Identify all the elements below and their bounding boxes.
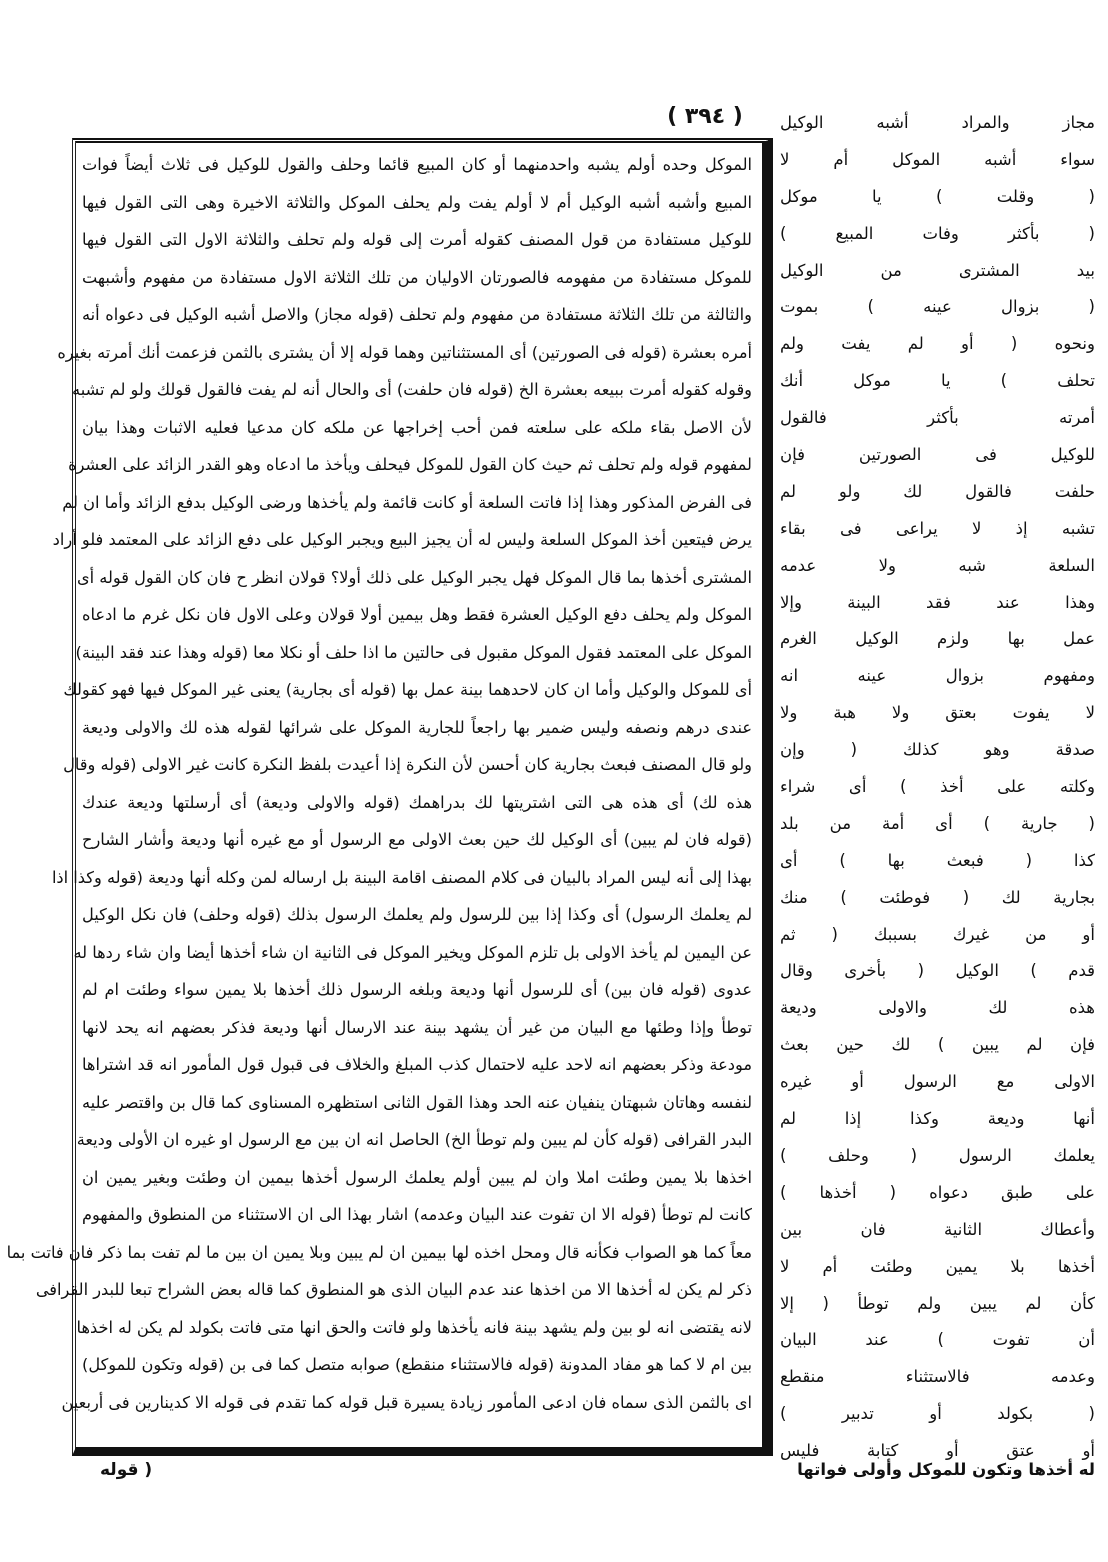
margin-line: قدم ) الوكيل ( بأخرى وقال (780, 961, 1095, 981)
commentary-text (6, 146, 752, 1421)
commentary-line: اخذها بلا يمين وطئت املا وان لم يبين أولم يعلمك الرسول أخذها بيمين ان وطئت وبغير يمين ان (82, 1167, 752, 1187)
margin-text (780, 105, 1095, 1470)
margin-line: ( جارية ) أى أمة من بلد (780, 813, 1095, 833)
commentary-line: لانه يقتضى انه لو بين ولم يشهد بينة فانه يأخذها ولو فاتت والحق انها متى فاتت بكولد لم يكن له اخذها (76, 1317, 752, 1337)
margin-line: تحلف ) يا موكل أنك (780, 371, 1095, 391)
commentary-line: ذكر لم يكن له أخذها الا من اخذها عند عدم البيان الذى هو المنطوق كما قاله بعض الشراح تبعا للبدر القرافى (35, 1280, 752, 1299)
commentary-line: لأن الاصل بقاء ملكه على سلعته فمن أحب إخراجها عن ملكه كان مدعيا فعليه الاثبات وهذا بيان (82, 417, 752, 437)
margin-line: أمرته بأكثر فالقول (780, 408, 1095, 428)
margin-line: فإن لم يبين ) لك حين بعث (780, 1035, 1095, 1055)
margin-line: للوكيل فى الصورتين فإن (780, 445, 1095, 465)
commentary-line: الموكل وحده أولم يشبه واحدمنهما أو كان المبيع قائما وحلف والقول للوكيل فى ثلاث أيضاً فوات (82, 155, 752, 174)
margin-line: يعلمك الرسول ( وحلف ) (780, 1145, 1095, 1165)
margin-line: أخذها بلا يمين وطئت أم لا (780, 1256, 1095, 1276)
commentary-line: اى بالثمن الذى سماه فان ادعى المأمور زيادة يسيرة قبل قوله كما تقدم فى قوله الا كدينارين فى أربعين (61, 1392, 752, 1412)
margin-line: بيد المشترى من الوكيل (780, 260, 1095, 280)
margin-line: ( بكولد أو تدبير ) (780, 1404, 1095, 1424)
commentary-line: الموكل ولم يحلف دفع الوكيل العشرة فقط وهل بيمين أولا قولان وعلى الاول فان نكل غرم ما ادعاه (82, 605, 752, 624)
commentary-line: عندى درهم ونصفه وليس ضمير بها راجعاً للجارية الموكل على شرائها لقوله هذه لك والاولى وديعة (82, 717, 752, 737)
commentary-line: للوكيل مستفادة من قول المصنف كقوله أمرت إلى قوله ولم تحلف والثلاثة الاول التى القول فيها (82, 230, 752, 249)
margin-line: ومفهوم بزوال عينه انه (780, 666, 1095, 686)
margin-line: أن تفوت ) عند البيان (780, 1330, 1095, 1350)
commentary-line: بهذا إلى أنه ليس المراد بالبيان فى كلام المصنف اقامة البينة بل ارساله لمن وكله أنها وديعة (قوله وكذا اذا (51, 867, 752, 887)
margin-line: سواء أشبه الموكل أم لا (780, 149, 1095, 169)
commentary-line: الموكل على المعتمد فقول الموكل مقبول فى حالتين ما اذا حلف أو نكلا معا (قوله وهذا عند فقد البينة) (75, 642, 752, 662)
margin-line: ( بزوال عينه ) بموت (780, 297, 1095, 317)
commentary-line: لمفهوم قوله ولم تحلف ثم حيث كان القول للموكل فيحلف ويأخذ ما ادعاه وهو القدر الزائد على العشرة (68, 455, 752, 474)
margin-line: تشبه إذ لا يراعى فى بقاء (780, 518, 1095, 538)
commentary-line: ولو قال المصنف فبعث بجارية كان أحسن لأن النكرة إذا أعيدت بلفظ النكرة كانت غير الاولى (قوله وقال (63, 755, 752, 774)
commentary-line: وقوله كقوله أمرت ببيعه بعشرة الخ (قوله فان حلفت) أى والحال أنه لم يفت فالقول قولك ولو لم تشبه (72, 380, 752, 399)
margin-line: ( وقلت ) يا موكل (780, 186, 1095, 206)
margin-line: هذه لك والاولى وديعة (780, 998, 1095, 1018)
commentary-line: (قوله فان لم يبين) أى الوكيل لك حين بعث الاولى مع الرسول أو مع غيره أنها وديعة وأشار الشارح (82, 830, 752, 849)
margin-line: لا يفوت بعتق ولا هبة ولا (780, 703, 1095, 723)
commentary-line: مودعة وذكر بعضهم انه لاحد عليه لاحتمال كذب المبلغ والخلاف فى قبول قول المأمور انه قد اشتراها (82, 1055, 752, 1074)
margin-line: وعدمه فالاستثناء منقطع (780, 1367, 1095, 1387)
commentary-line: أى للموكل والوكيل وأما ان كان لاحدهما بينة عمل بها (قوله أى بجارية) يعنى غير الموكل فيها فهو كقولك (63, 680, 752, 699)
margin-line: أنها وديعة وكذا إذا لم (780, 1109, 1095, 1129)
margin-line: كذا ( فبعث بها ) أى (780, 850, 1095, 870)
margin-line: وأعطاك الثانية فان بين (780, 1219, 1095, 1239)
commentary-line: معاً كما هو الصواب فكأنه قال ومحل اخذه لها بيمين ان لم يبين وبلا يمين ان بين ما لم تفت بما ذكر فان فاتت بما (6, 1242, 752, 1262)
margin-text-continuation: له أخذها وتكون للموكل وأولى فواتها (797, 1460, 1095, 1479)
commentary-line: توطأ وإذا وطئها مع البيان من غير أن يشهد بينة عند الارسال أنها وديعة فذكر بعضهم انه يحد لانها (82, 1017, 752, 1037)
margin-line: عمل بها ولزم الوكيل الغرم (780, 629, 1095, 649)
margin-line: وكلته على أخذ ) أى شراء (780, 777, 1095, 797)
margin-line: وهذا عند فقد البينة وإلا (780, 592, 1095, 612)
commentary-line: المبيع وأشبه أشبه الوكيل أم لا أولم يفت ولم يحلف الموكل والثلاثة الاخيرة وهى التى القول فيها (82, 192, 752, 212)
commentary-line: لم يعلمك الرسول) أى وكذا إذا بين للرسول ولم يعلمك الرسول بذلك (قوله وحلف) فان نكل الوكيل (82, 905, 752, 924)
commentary-line: والثالثة من تلك الثلاثة مستفادة من مفهوم ولم تحلف (قوله مجاز) والاصل أشبه الوكيل فى دعواه أنه (82, 305, 752, 324)
page-number: ( ٣٩٤ ) (667, 104, 743, 129)
commentary-line: أمره بعشرة (قوله فى الصورتين) أى المستثناتين وهما قوله إلا أن يشترى بالثمن فزعمت أنك أمرته بغيره (57, 342, 752, 362)
margin-line: ( بأكثر وفات المبيع ) (780, 223, 1095, 243)
commentary-line: للموكل مستفادة من مفهومه فالصورتان الاوليان من تلك الثلاثة الاول مستفادة من مفهوم وأشبهت (82, 267, 752, 287)
margin-line: صدقة وهو كذلك ( وإن (780, 740, 1095, 760)
margin-line: على طبق دعواه ( أخذها ) (780, 1182, 1095, 1202)
commentary-line: المشترى أخذها بما قال الموكل فهل يجبر الوكيل على ذلك أولا؟ قولان انظر ح فان كان القول قوله أى (76, 567, 752, 587)
catchword: ( قوله (100, 1460, 153, 1480)
margin-line: حلفت فالقول لك ولو لم (780, 481, 1095, 501)
margin-line: أو من غيرك بسببك ( ثم (780, 924, 1095, 944)
commentary-line: البدر القرافى (قوله كأن لم يبين ولم توطأ الخ) الحاصل انه ان بين مع الرسول او غيره ان الأولى وديعة (76, 1130, 752, 1149)
commentary-line: هذه لك) أى هذه هى التى اشتريتها لك بدراهمك (قوله والاولى وديعة) أى أرسلتها وديعة عندك (82, 792, 752, 812)
commentary-line: عن اليمين لم يأخذ الاولى بل تلزم الموكل ويخير الموكل فى الثانية ان شاء أخذها أيضا وان شاء ردها له (73, 942, 752, 962)
commentary-line: فى الفرض المذكور وهذا إذا فاتت السلعة أو كانت قائمة ولم يأخذها ورضى الوكيل بدفع الزائد وأما ان لم (62, 492, 752, 512)
commentary-line: كانت لم توطأ (قوله الا ان تفوت عند البيان وعدمه) اشار بهذا الى ان الاستثناء من المنطوق والمفهوم (82, 1205, 752, 1224)
commentary-line: بين ام لا كما هو مفاد المدونة (قوله فالاستثناء منقطع) صوابه متصل كما فى بن (قوله وتكون للموكل) (82, 1355, 752, 1374)
commentary-line: يرض فيتعين أخذ الموكل السلعة وليس له أن يجيز البيع ويجبر الوكيل على دفع الزائد على المعتمد فلو أراد (52, 530, 752, 549)
margin-line: مجاز والمراد أشبه الوكيل (780, 113, 1095, 132)
margin-line: كأن لم يبين ولم توطأ ( إلا (780, 1293, 1095, 1313)
commentary-line: لنفسه وهاتان شبهتان ينفيان عنه الحد وهذا القول الثانى استظهره المسناوى كما قال بن واقتصر عليه (82, 1092, 752, 1112)
commentary-line: عدوى (قوله فان بين) أى للرسول أنها وديعة وبلغه الرسول ذلك أخذها بلا يمين سواء وطئت ام لم (82, 980, 752, 999)
margin-line: أو عتق أو كتابة فليس (780, 1441, 1095, 1461)
margin-line: الاولى مع الرسول أو غيره (780, 1072, 1095, 1092)
margin-line: السلعة شبه ولا عدمه (780, 555, 1095, 575)
margin-line: بجارية لك ( فوطئت ) منك (780, 887, 1095, 907)
margin-line: ونحوه ( أو لم يفت ولم (780, 334, 1095, 354)
